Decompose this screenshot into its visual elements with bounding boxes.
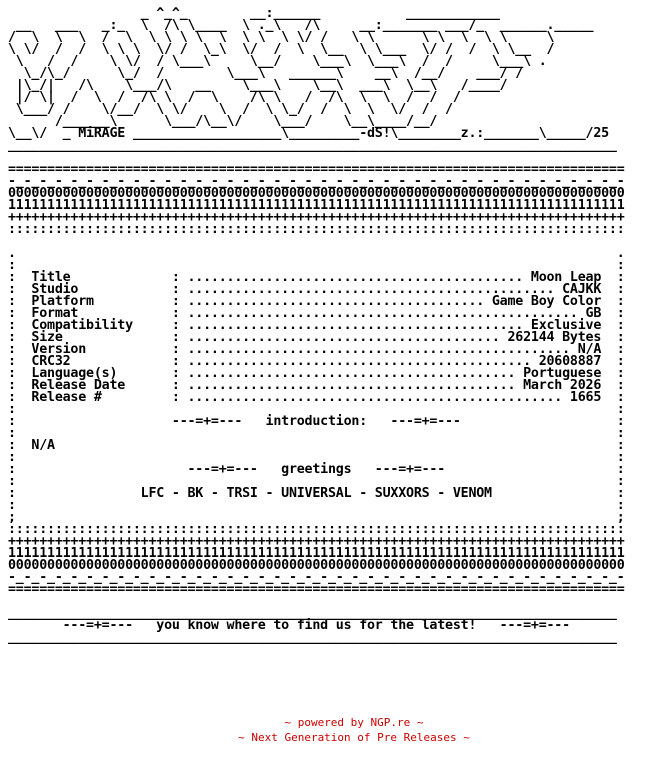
nfo-text xyxy=(8,8,625,644)
box-line: : : xyxy=(8,402,625,417)
intro-heading: : ---=+=--- introduction: ---=+=--- : xyxy=(8,414,625,429)
ascii-logo-line: __ ___ _:_ \ /\ \____ \ ._\ /\ __:_______ ___/_ ______._____ xyxy=(8,18,594,33)
separator-line: ______________________________________________________________________________ xyxy=(8,606,617,621)
info-row: : Size : ........................................ 262144 Bytes : xyxy=(8,330,625,345)
ascii-logo-line: /______\ \___/\__\/ \___/ \__\____/__/ xyxy=(8,114,438,129)
info-row: : CRC32 : ............................................ 20608887 : xyxy=(8,354,625,369)
info-row: : Title : ........................................... Moon Leap : xyxy=(8,270,625,285)
separator-line: 0000000000000000000000000000000000000000000000000000000000000000000000000000000 xyxy=(8,186,625,201)
greetings-heading: : ---=+=--- greetings ---=+=--- : xyxy=(8,462,625,477)
box-line: : : xyxy=(8,474,625,489)
ascii-logo-line: \__\/ _ MiRAGE ___________________\_________-dS!\________z.:_______\_____/25 xyxy=(8,126,609,141)
separator-line: ______________________________________________________________________________ xyxy=(8,138,617,153)
separator-line: -_-_-_-_-_-_-_-_-_-_-_-_-_-_-_-_-_-_-_-_-_-_-_-_-_-_-_-_-_-_-_-_-_-_-_-_-_-_-_- xyxy=(8,570,625,585)
tagline: ~ Next Generation of Pre Releases ~ xyxy=(238,731,470,744)
box-top: . . xyxy=(8,246,625,261)
greetings-text: : LFC - BK - TRSI - UNIVERSAL - SUXXORS - VENOM : xyxy=(8,486,625,501)
separator-line: +++++++++++++++++++++++++++++++++++++++++++++++++++++++++++++++++++++++++++++++ xyxy=(8,534,625,549)
separator-line: ::::::::::::::::::::::::::::::::::::::::::::::::::::::::::::::::::::::::::::::: xyxy=(8,522,625,537)
separator-line: +++++++++++++++++++++++++++++++++++++++++++++++++++++++++++++++++++++++++++++++ xyxy=(8,210,625,225)
ascii-logo-line: \ / / \ \/ / \___\ \__/ \___\ \___\ / / \___\ . xyxy=(8,54,547,69)
separator-line: -_-_-_-_-_-_-_-_-_-_-_-_-_-_-_-_-_-_-_-_-_-_-_-_-_-_-_-_-_-_-_-_-_-_-_-_-_-_-_- xyxy=(8,174,625,189)
info-row: : Language(s) : .......................................... Portuguese : xyxy=(8,366,625,381)
box-line: : : xyxy=(8,450,625,465)
ascii-logo-line: \___/ / \/__/ \ \/ \ / \ \_/ / \ \ \/ / / xyxy=(8,102,453,117)
separator-line: ::::::::::::::::::::::::::::::::::::::::::::::::::::::::::::::::::::::::::::::: xyxy=(8,222,625,237)
separator-line: 1111111111111111111111111111111111111111111111111111111111111111111111111111111 xyxy=(8,546,625,561)
intro-text: : N/A : xyxy=(8,438,625,453)
ascii-logo-line: |/ \| / \ / /\ \ / \ /\ \ / /\ \ \ / / / xyxy=(8,90,461,105)
box-bottom: ; ; xyxy=(8,510,625,525)
ascii-logo-line: \_/\_/ \_/ / \___\ ______\ __\ /__/ ___/ / xyxy=(8,66,524,81)
ascii-logo-line: / \ \ \ / \ \ \ \ \ \ \ \ \ \/ / \ \ \ \ \ \ \ \ xyxy=(8,30,555,45)
info-row: : Platform : ...................................... Game Boy Color : xyxy=(8,294,625,309)
info-row: : Release Date : .......................................... March 2026 : xyxy=(8,378,625,393)
info-row: : Studio : ............................................... CAJKK : xyxy=(8,282,625,297)
separator-line: =============================================================================== xyxy=(8,582,625,597)
info-row: : Version : ................................................. N/A : xyxy=(8,342,625,357)
closing-line: ---=+=--- you know where to find us for the latest! ---=+=--- xyxy=(8,618,625,633)
info-row: : Format : .................................................. GB : xyxy=(8,306,625,321)
box-line: : : xyxy=(8,498,625,513)
separator-line: 1111111111111111111111111111111111111111111111111111111111111111111111111111111 xyxy=(8,198,625,213)
ascii-logo-line: \ \/ / / \ \ \ \/ / \_\ \/ / \ \__ \ \___ \/ / / \ \__ / xyxy=(8,42,555,57)
box-line: : : xyxy=(8,258,625,273)
info-row: : Compatibility : ........................................... Exclusive : xyxy=(8,318,625,333)
separator-line: =============================================================================== xyxy=(8,162,625,177)
separator-line: 0000000000000000000000000000000000000000000000000000000000000000000000000000000 xyxy=(8,558,625,573)
info-row: : Release # : ................................................ 1665 : xyxy=(8,390,625,405)
powered-by-line: ~ powered by NGP.re ~ xyxy=(284,716,424,729)
ascii-logo-line: |\_/| /\ \___/\ __ \___\ \__\ ___\ \__\ /____/ xyxy=(8,78,508,93)
ascii-logo-line: _ ^_^_ __:______ ____________ xyxy=(8,6,500,21)
separator-line: ______________________________________________________________________________ xyxy=(8,630,617,645)
box-line: : : xyxy=(8,426,625,441)
